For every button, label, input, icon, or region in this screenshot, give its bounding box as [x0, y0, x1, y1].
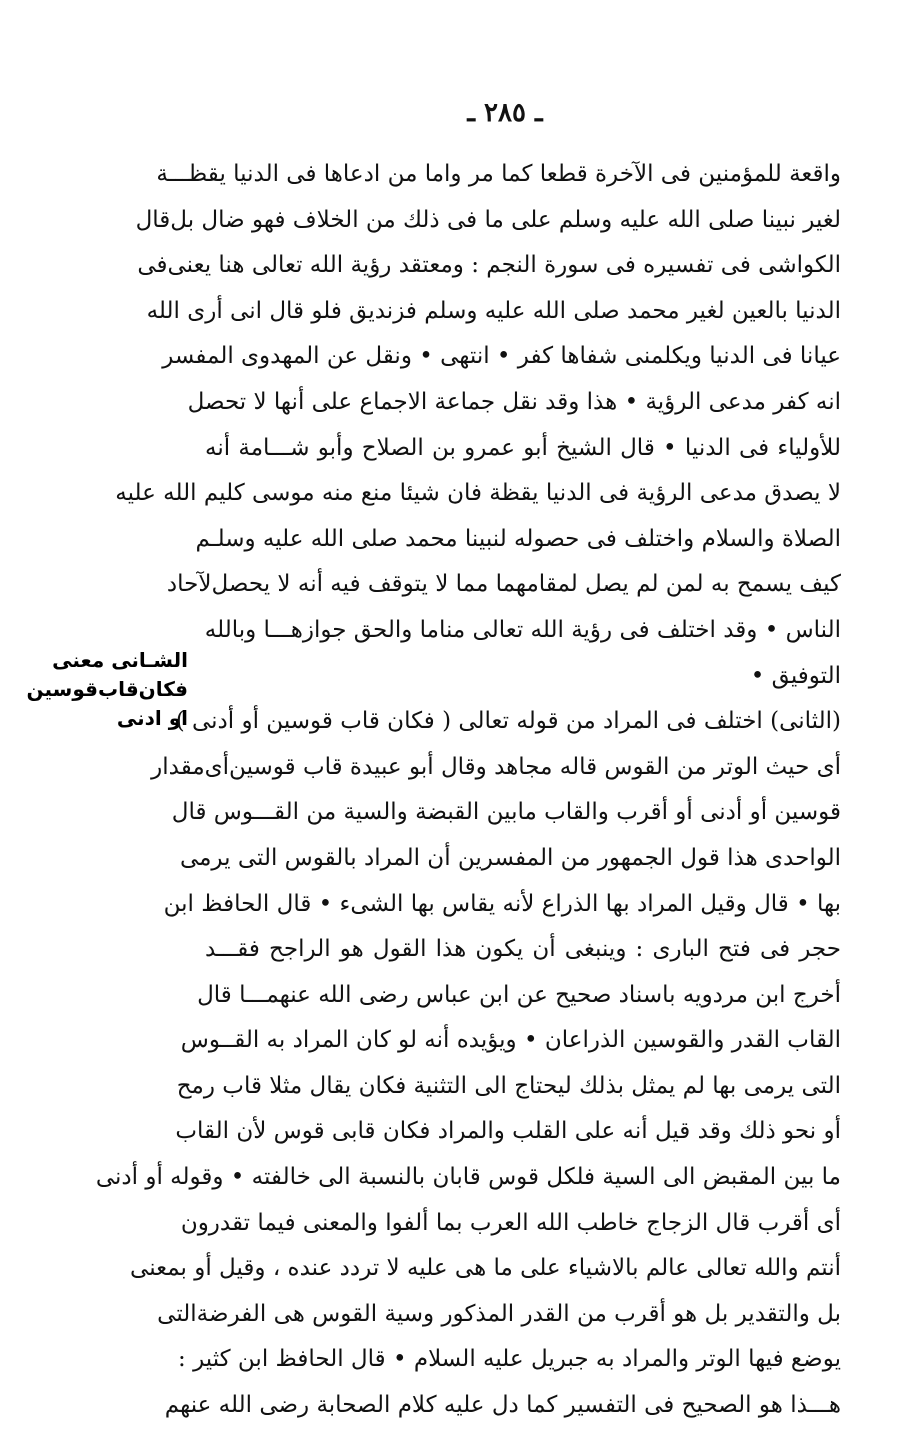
margin-heading-line: فكان‌قاب‌قوسين — [26, 677, 188, 701]
text-line: الكواشى فى تفسيره فى سورة النجم : ومعتقد رؤية الله تعالى هنا يعنى‌فى — [137, 252, 841, 279]
text-line: أخرج ابن مردويه باسناد صحيح عن ابن عباس رضى الله عنهمـــا قال — [197, 981, 841, 1008]
text-line: عيانا فى الدنيا ويكلمنى شفاها كفر • انتهى • ونقل عن المهدوى المفسر — [162, 343, 841, 370]
text-line: أى أقرب قال الزجاج خاطب الله العرب بما ألفوا والمعنى فيما تقدرون — [180, 1209, 841, 1236]
margin-heading-line: او ادنى — [116, 706, 188, 730]
text-line: التى يرمى بها لم يمثل بذلك ليحتاج الى التثنية فكان يقال مثلا قاب رمح — [176, 1072, 841, 1099]
text-line: ما بين المقبض الى السية فلكل قوس قابان بالنسبة الى خالفته • وقوله أو أدنى — [95, 1164, 841, 1191]
text-line: الناس • وقد اختلف فى رؤية الله تعالى مناما والحق جوازهـــا وبالله — [204, 616, 841, 643]
text-line: كيف يسمح به لمن لم يصل لمقامهما مما لا يتوقف فيه أنه لا يحصل‌لآحاد — [166, 571, 841, 598]
text-line: لغير نبينا صلى الله عليه وسلم على ما فى ذلك من الخلاف فهو ضال بل‌قال — [135, 206, 841, 233]
text-line: الصلاة والسلام واختلف فى حصوله لنبينا محمد صلى الله عليه وسلـم — [195, 525, 841, 552]
page-number: ـ ٢٨٥ ـ — [467, 98, 543, 128]
text-line: بل والتقدير بل هو أقرب من القدر المذكور وسية القوس هى الفرضةالتى — [157, 1300, 841, 1327]
text-line: (الثانى) اختلف فى المراد من قوله تعالى ( فكان قاب قوسين أو أدنى ) — [175, 708, 841, 735]
text-line: يوضع فيها الوتر والمراد به جبريل عليه السلام • قال الحافظ ابن كثير : — [178, 1346, 841, 1373]
text-line: واقعة للمؤمنين فى الآخرة قطعا كما مر واما من ادعاها فى الدنيا يقظـــة — [156, 161, 841, 187]
text-line: لا يصدق مدعى الرؤية فى الدنيا يقظة فان شيئا منع منه موسى كليم الله عليه — [115, 480, 841, 507]
text-line: انه كفر مدعى الرؤية • هذا وقد نقل جماعة الاجماع على أنها لا تحصل — [187, 388, 841, 415]
text-line: القاب القدر والقوسين الذراعان • ويؤيده أنه لو كان المراد به القــوس — [180, 1027, 841, 1054]
text-line: قوسين أو أدنى أو أقرب والقاب مابين القبضة والسية من القـــوس قال — [171, 799, 841, 826]
text-line: أنتم والله تعالى عالم بالاشياء على ما هى عليه لا تردد عنده ، وقيل أو بمعنى — [130, 1255, 841, 1282]
text-line: حجر فى فتح البارى : وينبغى أن يكون هذا القول هو الراجح فقـــد — [205, 936, 841, 963]
text-line: للأولياء فى الدنيا • قال الشيخ أبو عمرو بن الصلاح وأبو شـــامة أنه — [205, 434, 841, 461]
text-line: أى حيث الوتر من القوس قاله مجاهد وقال أبو عبيدة قاب قوسين‌أى‌مقدار — [151, 753, 841, 780]
text-line: التوفيق • — [750, 662, 841, 689]
text-line: أو نحو ذلك وقد قيل أنه على القلب والمراد فكان قابى قوس لأن القاب — [175, 1118, 841, 1145]
text-line: هـــذا هو الصحيح فى التفسير كما دل عليه كلام الصحابة رضى الله عنهم — [164, 1392, 841, 1419]
margin-heading — [20, 646, 188, 733]
text-line: الدنيا بالعين لغير محمد صلى الله عليه وسلم فزنديق فلو قال انى أرى الله — [146, 297, 841, 324]
margin-heading-line: الشـانى معنى — [52, 648, 188, 672]
text-line: بها • قال وقيل المراد بها الذراع لأنه يقاس بها الشىء • قال الحافظ ابن — [163, 890, 841, 917]
text-line: الواحدى هذا قول الجمهور من المفسرين أن المراد بالقوس التى يرمى — [179, 844, 841, 871]
